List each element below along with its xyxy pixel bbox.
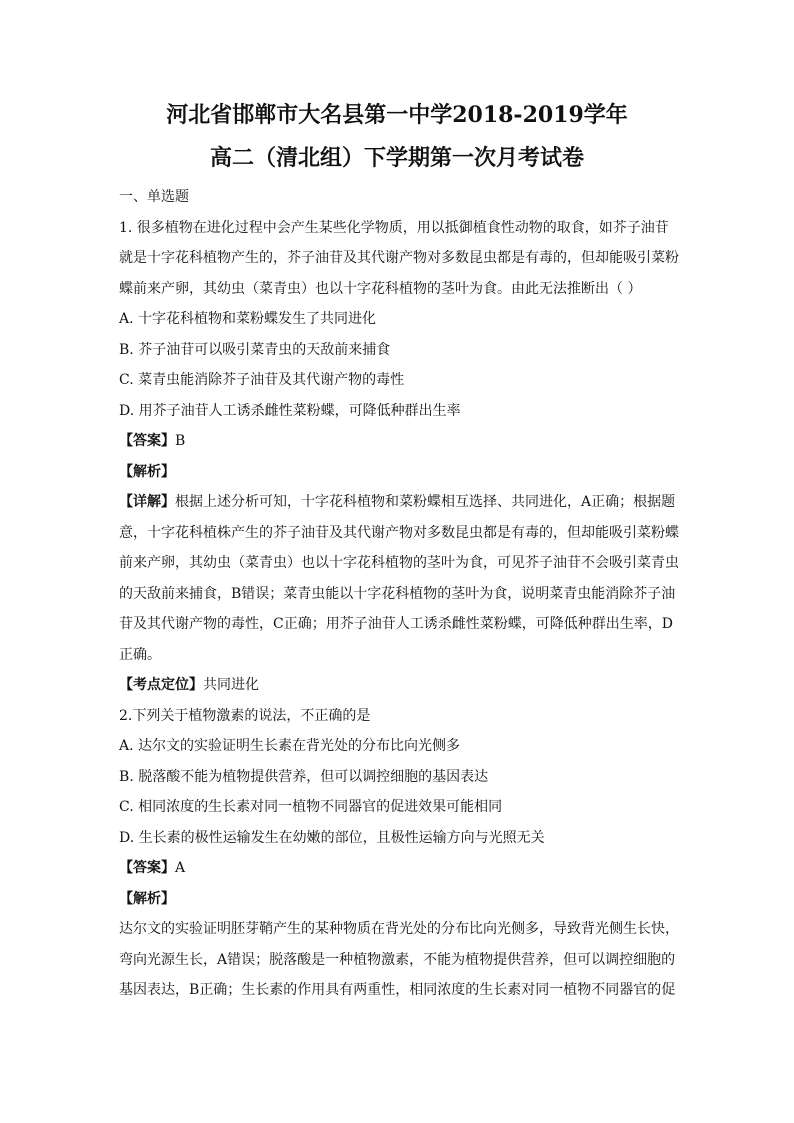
question-1 xyxy=(119,213,679,701)
q1-option-d: D. 用芥子油苷人工诱杀雌性菜粉蝶，可降低种群出生率 xyxy=(119,402,461,419)
q1-detail-line: 苷及其代谢产物的毒性，C正确；用芥子油苷人工诱杀雌性菜粉蝶，可降低种群出生率，D xyxy=(119,616,673,632)
q1-detail-line: 正确。 xyxy=(119,646,161,663)
kaodian-tag: 【考点定位】 xyxy=(119,677,203,693)
q1-kaodian xyxy=(119,670,679,701)
section-heading: 一、单选题 xyxy=(119,189,189,205)
q1-stem-line: 蝶前来产卵，其幼虫（菜青虫）也以十字花科植物的茎叶为食。由此无法推断出（ ） xyxy=(119,280,642,297)
document-title-line1: 河北省邯郸市大名县第一中学2018-2019学年 xyxy=(166,102,628,128)
q1-detail-line: 的天敌前来捕食，B错误；菜青虫能以十字花科植物的茎叶为食，说明菜青虫能消除芥子油 xyxy=(119,585,676,602)
q2-analysis-tag: 【解析】 xyxy=(119,890,175,907)
q2-analysis-line: 基因表达，B正确；生长素的作用具有两重性，相同浓度的生长素对同一植物不同器官的促 xyxy=(119,982,676,998)
q2-answer xyxy=(119,853,679,884)
q1-detail-line: 意，十字花科植株产生的芥子油苷及其代谢产物对多数昆虫都是有毒的，但却能吸引菜粉蝶 xyxy=(119,524,679,541)
answer-tag: 【答案】 xyxy=(119,433,175,449)
q1-option-b: B. 芥子油苷可以吸引菜青虫的天敌前来捕食 xyxy=(119,341,391,358)
kaodian-value: 共同进化 xyxy=(203,677,259,693)
q1-detail-line: 前来产卵，其幼虫（菜青虫）也以十字花科植物的茎叶为食，可见芥子油苷不会吸引菜青虫 xyxy=(119,555,679,571)
question-2 xyxy=(119,701,679,1006)
answer-value: B xyxy=(175,433,186,449)
q2-analysis-line: 弯向光源生长，A错误；脱落酸是一种植物激素，不能为植物提供营养，但可以调控细胞的 xyxy=(119,951,676,968)
q2-analysis-line: 达尔文的实验证明胚芽鞘产生的某种物质在背光处的分布比向光侧多，导致背光侧生长快， xyxy=(119,921,679,937)
document-title-line2: 高二（清北组）下学期第一次月考试卷 xyxy=(209,145,584,171)
q1-answer xyxy=(119,426,679,457)
q1-stem-line: 1. 很多植物在进化过程中会产生某些化学物质，用以抵御植食性动物的取食，如芥子油苷 xyxy=(119,219,669,236)
detail-tag: 【详解】 xyxy=(119,494,175,510)
q1-analysis-tag: 【解析】 xyxy=(119,463,175,480)
q1-option-a: A. 十字花科植物和菜粉蝶发生了共同进化 xyxy=(119,311,377,327)
q1-option-c: C. 菜青虫能消除芥子油苷及其代谢产物的毒性 xyxy=(119,372,405,388)
q2-option-b: B. 脱落酸不能为植物提供营养，但可以调控细胞的基因表达 xyxy=(119,768,489,785)
detail-text: 根据上述分析可知，十字花科植物和菜粉蝶相互选择、共同进化，A正确；根据题 xyxy=(175,494,676,510)
q2-option-c: C. 相同浓度的生长素对同一植物不同器官的促进效果可能相同 xyxy=(119,799,503,815)
q2-stem: 2.下列关于植物激素的说法，不正确的是 xyxy=(119,707,371,724)
q1-detail-line xyxy=(119,487,679,518)
q2-option-d: D. 生长素的极性运输发生在幼嫩的部位，且极性运输方向与光照无关 xyxy=(119,829,545,846)
q1-stem-line: 就是十字花科植物产生的，芥子油苷及其代谢产物对多数昆虫都是有毒的，但却能吸引菜粉 xyxy=(119,250,679,266)
document-body xyxy=(119,182,679,1006)
answer-tag: 【答案】 xyxy=(119,860,175,876)
answer-value: A xyxy=(175,860,186,876)
q2-option-a: A. 达尔文的实验证明生长素在背光处的分布比向光侧多 xyxy=(119,738,461,754)
